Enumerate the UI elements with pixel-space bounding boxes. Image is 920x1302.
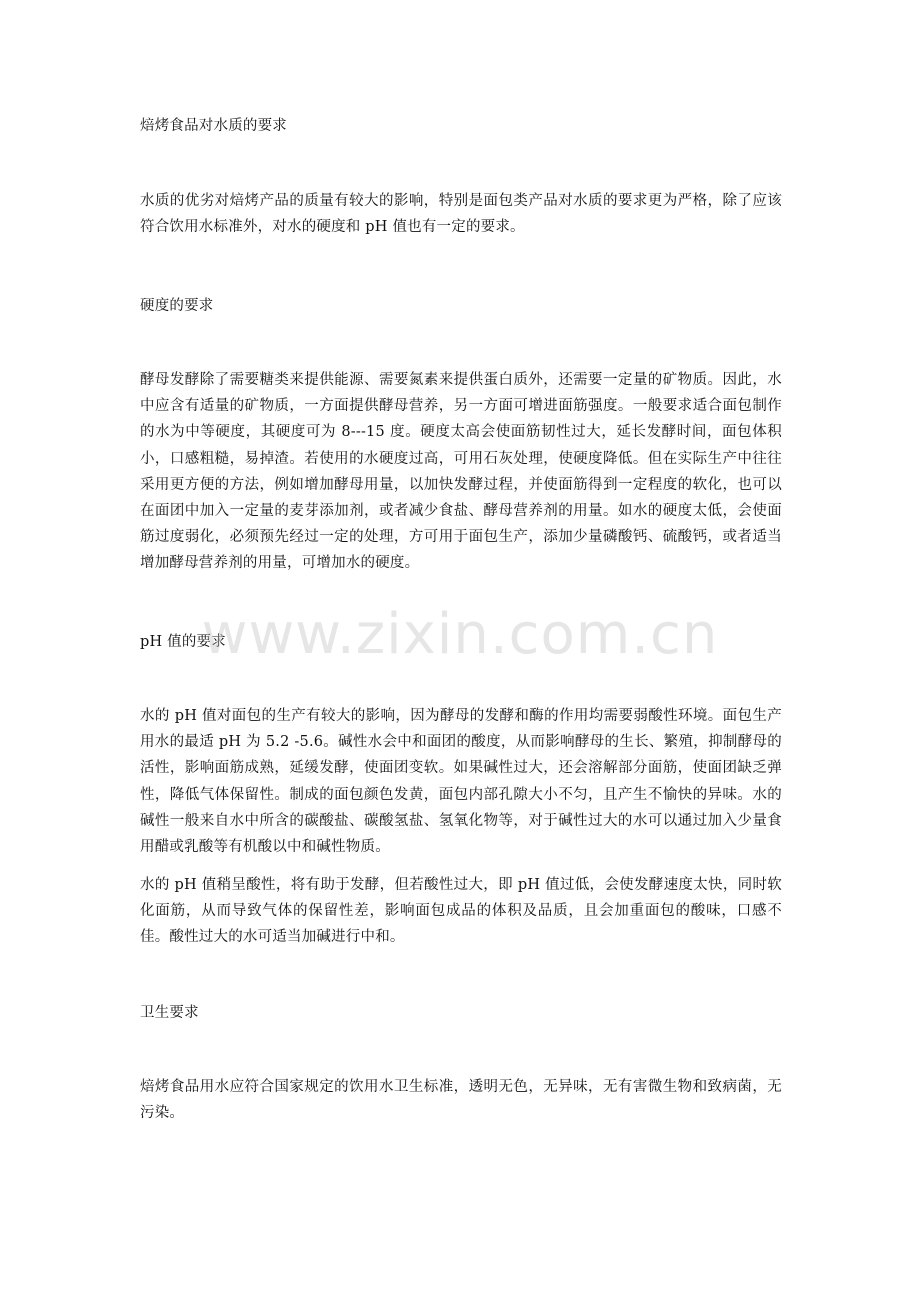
ph-paragraph-2: 水的 pH 值稍呈酸性，将有助于发酵，但若酸性过大，即 pH 值过低，会使发酵速度太快，同时软化面筋，从而导致气体的保留性差，影响面包成品的体积及品质，且会加重面包的酸味，口感不佳。酸性过大的水可适当加碱进行中和。: [140, 877, 782, 946]
ph-paragraph-1: 水的 pH 值对面包的生产有较大的影响，因为酵母的发酵和酶的作用均需要弱酸性环境。面包生产用水的最适 pH 为 5.2 -5.6。碱性水会中和面团的酸度，从而影响酵母的生长、繁殖，抑制酵母的活性，影响面筋成熟，延缓发酵，使面团变软。如果碱性过大，还会溶解部分面筋，使面团缺乏弹性，降低气体保留性。制成的面包颜色发黄，面包内部孔隙大小不匀，且产生不愉快的异味。水的碱性一般来自水中所含的碳酸盐、碳酸氢盐、氢氧化物等，对于碱性过大的水可以通过加入少量食用醋或乳酸等有机酸以中和碱性物质。: [140, 708, 782, 856]
section-heading-ph: pH 值的要求: [140, 634, 226, 650]
section-heading-hygiene: 卫生要求: [140, 1005, 199, 1021]
section-heading-hardness: 硬度的要求: [140, 298, 214, 314]
hygiene-paragraph: 焙烤食品用水应符合国家规定的饮用水卫生标准，透明无色，无异味，无有害微生物和致病菌，无污染。: [140, 1079, 782, 1122]
intro-paragraph: 水质的优劣对焙烤产品的质量有较大的影响，特别是面包类产品对水质的要求更为严格，除了应该符合饮用水标准外，对水的硬度和 pH 值也有一定的要求。: [140, 193, 782, 236]
document-title: 焙烤食品对水质的要求: [140, 118, 287, 134]
hardness-paragraph: 酵母发酵除了需要糖类来提供能源、需要氮素来提供蛋白质外，还需要一定量的矿物质。因此，水中应含有适量的矿物质，一方面提供酵母营养，另一方面可增进面筋强度。一般要求适合面包制作的水为中等硬度，其硬度可为 8---15 度。硬度太高会使面筋韧性过大，延长发酵时间，面包体积小，口感粗糙，易掉渣。若使用的水硬度过高，可用石灰处理，使硬度降低。但在实际生产中往往采用更方便的方法，例如增加酵母用量，以加快发酵过程，并使面筋得到一定程度的软化，也可以在面团中加入一定量的麦芽添加剂，或者减少食盐、酵母营养剂的用量。如水的硬度太低，会使面筋过度弱化，必须预先经过一定的处理，方可用于面包生产，添加少量磷酸钙、硫酸钙，或者适当增加酵母营养剂的用量，可增加水的硬度。: [140, 372, 782, 572]
watermark-text: www.zixin.com.cn: [201, 602, 719, 667]
